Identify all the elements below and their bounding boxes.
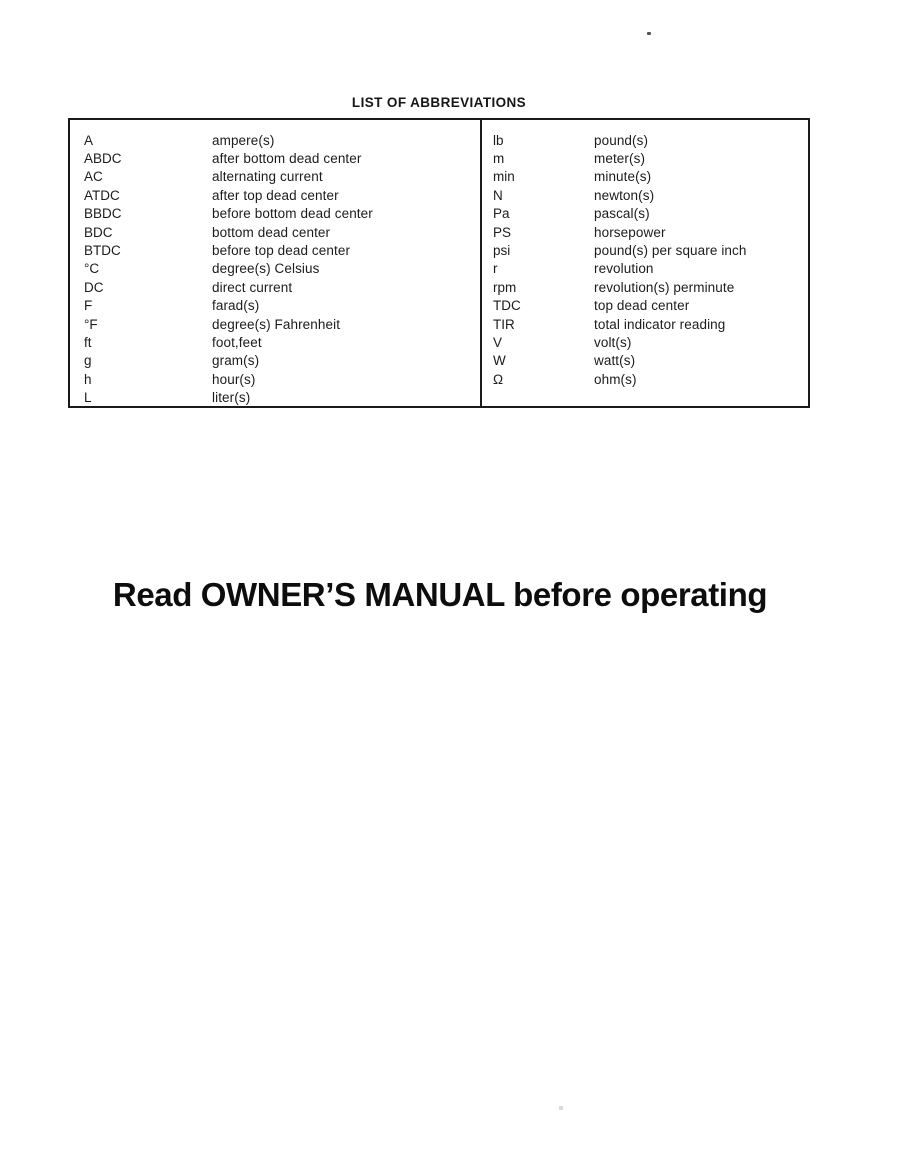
meaning: gram(s) bbox=[212, 353, 260, 369]
meaning: volt(s) bbox=[594, 334, 632, 350]
table-row bbox=[493, 278, 808, 296]
table-row bbox=[493, 205, 808, 223]
meaning: after top dead center bbox=[212, 187, 339, 203]
table-row bbox=[493, 131, 808, 149]
meaning: revolution bbox=[594, 261, 654, 277]
abbreviation: N bbox=[493, 187, 503, 203]
abbreviation: BDC bbox=[84, 224, 113, 240]
abbreviation: h bbox=[84, 371, 92, 387]
table-row bbox=[493, 223, 808, 241]
table-row bbox=[493, 149, 808, 167]
abbreviation: psi bbox=[493, 243, 511, 259]
table-row bbox=[493, 241, 808, 259]
meaning: pascal(s) bbox=[594, 206, 650, 222]
abbreviation: W bbox=[493, 353, 506, 369]
meaning: degree(s) Fahrenheit bbox=[212, 316, 341, 332]
abbreviation: ATDC bbox=[84, 187, 120, 203]
abbreviation: L bbox=[84, 390, 92, 406]
abbreviation: A bbox=[84, 132, 94, 148]
table-row bbox=[493, 297, 808, 315]
abbreviation: PS bbox=[493, 224, 512, 240]
abbreviation: r bbox=[493, 261, 498, 277]
meaning: direct current bbox=[212, 279, 293, 295]
abbreviation: °C bbox=[84, 261, 100, 277]
table-row bbox=[84, 333, 480, 351]
abbreviation: TDC bbox=[493, 298, 521, 314]
meaning: watt(s) bbox=[594, 353, 636, 369]
meaning: pound(s) per square inch bbox=[594, 243, 747, 259]
table-row bbox=[493, 168, 808, 186]
table-row bbox=[84, 370, 480, 388]
meaning: degree(s) Celsius bbox=[212, 261, 320, 277]
meaning: top dead center bbox=[594, 298, 690, 314]
meaning: liter(s) bbox=[212, 390, 251, 406]
table-row bbox=[84, 260, 480, 278]
abbreviations-column-right bbox=[482, 120, 808, 406]
abbreviation: rpm bbox=[493, 279, 517, 295]
meaning: minute(s) bbox=[594, 169, 652, 185]
meaning: farad(s) bbox=[212, 298, 260, 314]
abbreviation: m bbox=[493, 151, 505, 167]
table-row bbox=[84, 205, 480, 223]
table-row bbox=[493, 333, 808, 351]
page-title: LIST OF ABBREVIATIONS bbox=[351, 95, 527, 110]
table-row bbox=[493, 352, 808, 370]
table-row bbox=[493, 315, 808, 333]
table-row bbox=[84, 131, 480, 149]
table-row bbox=[84, 388, 480, 406]
table-row bbox=[84, 297, 480, 315]
abbreviation: BBDC bbox=[84, 206, 122, 222]
table-row bbox=[84, 241, 480, 259]
meaning: total indicator reading bbox=[594, 316, 726, 332]
abbreviation: min bbox=[493, 169, 515, 185]
abbreviation: BTDC bbox=[84, 243, 121, 259]
meaning: hour(s) bbox=[212, 371, 256, 387]
scan-artifact-dot bbox=[559, 1106, 563, 1110]
meaning: bottom dead center bbox=[212, 224, 331, 240]
table-row bbox=[84, 168, 480, 186]
meaning: before top dead center bbox=[212, 243, 351, 259]
abbreviation: Pa bbox=[493, 206, 510, 222]
table-row bbox=[84, 352, 480, 370]
meaning: ohm(s) bbox=[594, 371, 637, 387]
meaning: after bottom dead center bbox=[212, 151, 362, 167]
meaning: newton(s) bbox=[594, 187, 655, 203]
abbreviation: lb bbox=[493, 132, 504, 148]
read-manual-notice: Read OWNER’S MANUAL before operating bbox=[112, 576, 768, 613]
abbreviation: ft bbox=[84, 334, 92, 350]
meaning: ampere(s) bbox=[212, 132, 275, 148]
table-row bbox=[84, 186, 480, 204]
table-row bbox=[84, 315, 480, 333]
abbreviations-column-left bbox=[70, 120, 482, 406]
abbreviations-table bbox=[68, 118, 810, 408]
table-row bbox=[493, 260, 808, 278]
abbreviation: TIR bbox=[493, 316, 515, 332]
meaning: horsepower bbox=[594, 224, 666, 240]
table-row bbox=[84, 278, 480, 296]
abbreviation: DC bbox=[84, 279, 104, 295]
abbreviation: g bbox=[84, 353, 92, 369]
meaning: before bottom dead center bbox=[212, 206, 373, 222]
table-row bbox=[84, 149, 480, 167]
abbreviation: ABDC bbox=[84, 151, 122, 167]
abbreviation: F bbox=[84, 298, 93, 314]
meaning: foot,feet bbox=[212, 334, 262, 350]
meaning: alternating current bbox=[212, 169, 323, 185]
table-row bbox=[84, 223, 480, 241]
abbreviation: °F bbox=[84, 316, 98, 332]
abbreviation: Ω bbox=[493, 371, 504, 387]
meaning: pound(s) bbox=[594, 132, 649, 148]
table-row bbox=[493, 186, 808, 204]
meaning: revolution(s) perminute bbox=[594, 279, 735, 295]
abbreviation: AC bbox=[84, 169, 103, 185]
abbreviation: V bbox=[493, 334, 503, 350]
table-row bbox=[493, 370, 808, 388]
meaning: meter(s) bbox=[594, 151, 646, 167]
scan-artifact-dot bbox=[647, 32, 651, 35]
